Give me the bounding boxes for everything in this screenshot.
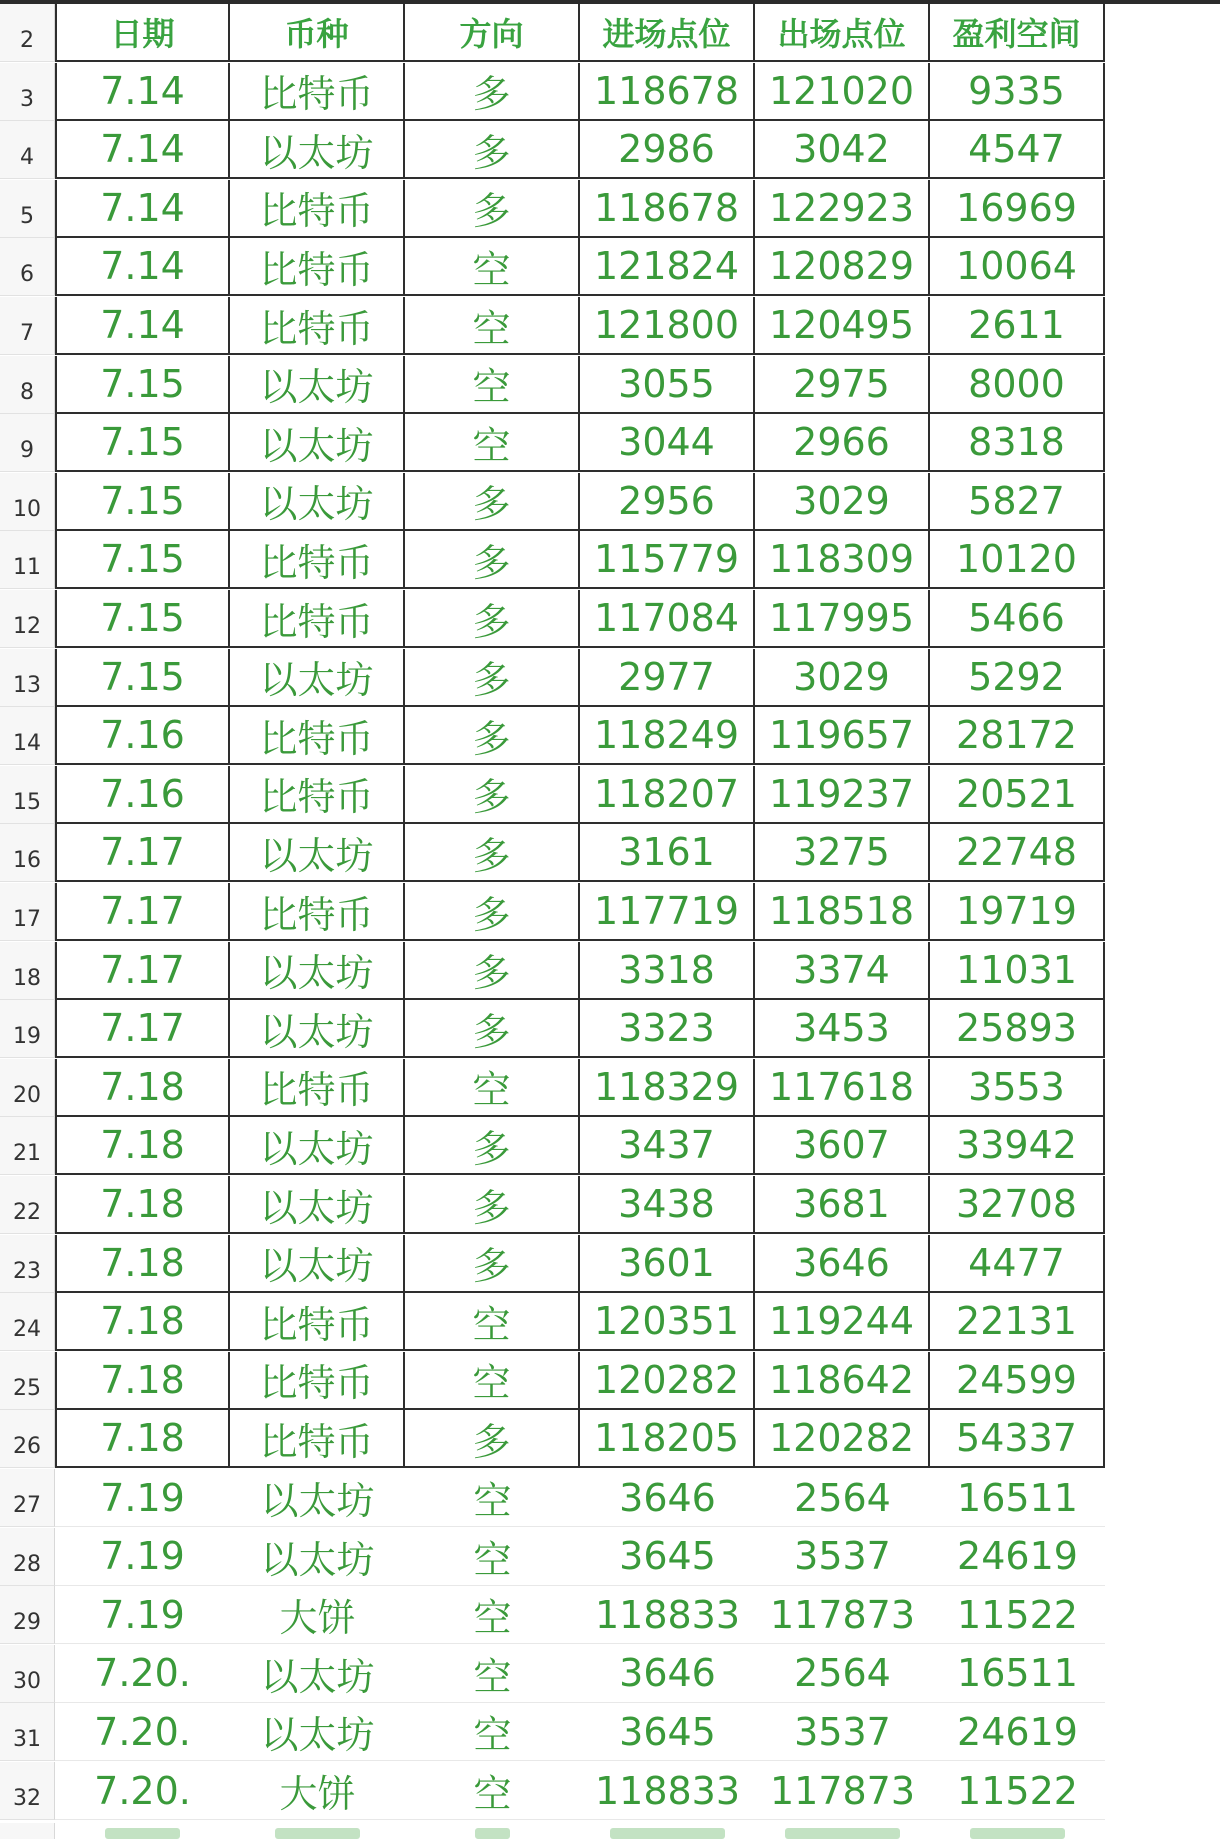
entry-price-cell[interactable]: 3055 [580, 356, 755, 414]
entry-price-cell[interactable]: 120351 [580, 1293, 755, 1351]
date-cell[interactable]: 7.18 [55, 1410, 230, 1468]
row-number[interactable]: 21 [0, 1117, 55, 1175]
profit-cell[interactable]: 11522 [930, 1586, 1105, 1644]
date-cell[interactable]: 7.18 [55, 1293, 230, 1351]
profit-cell[interactable]: 11031 [930, 942, 1105, 1000]
column-header-coin[interactable]: 币种 [230, 4, 405, 62]
row-number[interactable]: 16 [0, 824, 55, 882]
profit-cell[interactable]: 16511 [930, 1645, 1105, 1703]
date-cell[interactable]: 7.16 [55, 707, 230, 765]
exit-price-cell[interactable]: 3042 [755, 121, 930, 179]
entry-price-cell[interactable]: 2956 [580, 473, 755, 531]
exit-price-cell[interactable]: 117995 [755, 590, 930, 648]
row-cells [55, 4, 1105, 62]
entry-price-cell[interactable]: 3044 [580, 414, 755, 472]
next-row-number-partial [0, 1823, 55, 1839]
date-cell[interactable]: 7.16 [55, 766, 230, 824]
date-cell[interactable]: 7.18 [55, 1059, 230, 1117]
date-cell[interactable]: 7.15 [55, 356, 230, 414]
table-row [0, 121, 1105, 179]
coin-cell[interactable]: 以太坊 [230, 1117, 405, 1175]
row-number[interactable]: 27 [0, 1469, 55, 1527]
table-row [0, 238, 1105, 296]
coin-cell[interactable]: 比特币 [230, 63, 405, 121]
row-cells [55, 1469, 1105, 1527]
direction-cell[interactable]: 多 [405, 1000, 580, 1058]
table-row [0, 707, 1105, 765]
entry-price-cell[interactable]: 121800 [580, 297, 755, 355]
coin-cell[interactable]: 以太坊 [230, 1176, 405, 1234]
coin-cell[interactable]: 以太坊 [230, 121, 405, 179]
entry-price-cell[interactable]: 118329 [580, 1059, 755, 1117]
direction-cell[interactable]: 空 [405, 414, 580, 472]
table-row [0, 942, 1105, 1000]
exit-price-cell[interactable]: 117873 [755, 1586, 930, 1644]
direction-cell[interactable]: 空 [405, 1528, 580, 1586]
table-row [0, 1235, 1105, 1293]
row-cells [55, 1645, 1105, 1703]
direction-cell[interactable]: 空 [405, 1703, 580, 1761]
row-number[interactable]: 11 [0, 531, 55, 589]
date-cell[interactable]: 7.18 [55, 1352, 230, 1410]
table-row [0, 1000, 1105, 1058]
coin-cell[interactable]: 比特币 [230, 180, 405, 238]
direction-cell[interactable]: 多 [405, 942, 580, 1000]
entry-price-cell[interactable]: 2977 [580, 649, 755, 707]
coin-cell[interactable]: 以太坊 [230, 649, 405, 707]
column-header-direction[interactable]: 方向 [405, 4, 580, 62]
direction-cell[interactable]: 多 [405, 1117, 580, 1175]
exit-price-cell[interactable]: 3607 [755, 1117, 930, 1175]
coin-cell[interactable]: 以太坊 [230, 942, 405, 1000]
exit-price-cell[interactable]: 2975 [755, 356, 930, 414]
exit-price-cell[interactable]: 2966 [755, 414, 930, 472]
exit-price-cell[interactable]: 3453 [755, 1000, 930, 1058]
table-row [0, 1703, 1105, 1761]
coin-cell[interactable]: 以太坊 [230, 1645, 405, 1703]
table-row [0, 1645, 1105, 1703]
date-cell[interactable]: 7.19 [55, 1528, 230, 1586]
row-cells [55, 649, 1105, 707]
exit-price-cell[interactable]: 2564 [755, 1469, 930, 1527]
profit-cell[interactable]: 24599 [930, 1352, 1105, 1410]
profit-cell[interactable]: 9335 [930, 63, 1105, 121]
date-cell[interactable]: 7.17 [55, 824, 230, 882]
date-cell[interactable]: 7.15 [55, 649, 230, 707]
table-row [0, 1762, 1105, 1820]
row-cells [55, 356, 1105, 414]
profit-cell[interactable]: 24619 [930, 1528, 1105, 1586]
direction-cell[interactable]: 多 [405, 1176, 580, 1234]
row-number[interactable]: 23 [0, 1235, 55, 1293]
row-cells [55, 824, 1105, 882]
entry-price-cell[interactable]: 3438 [580, 1176, 755, 1234]
row-number[interactable]: 20 [0, 1059, 55, 1117]
exit-price-cell[interactable]: 2564 [755, 1645, 930, 1703]
coin-cell[interactable]: 比特币 [230, 238, 405, 296]
exit-price-cell[interactable]: 3374 [755, 942, 930, 1000]
exit-price-cell[interactable]: 120282 [755, 1410, 930, 1468]
coin-cell[interactable]: 比特币 [230, 883, 405, 941]
row-cells [55, 1059, 1105, 1117]
coin-cell[interactable]: 比特币 [230, 1352, 405, 1410]
coin-cell[interactable]: 比特币 [230, 707, 405, 765]
coin-cell[interactable]: 以太坊 [230, 473, 405, 531]
profit-cell[interactable]: 22748 [930, 824, 1105, 882]
table-row [0, 1059, 1105, 1117]
table-row [0, 1586, 1105, 1644]
row-cells [55, 238, 1105, 296]
exit-price-cell[interactable]: 117618 [755, 1059, 930, 1117]
exit-price-cell[interactable]: 119657 [755, 707, 930, 765]
date-cell[interactable]: 7.15 [55, 414, 230, 472]
row-cells [55, 883, 1105, 941]
entry-price-cell[interactable]: 118833 [580, 1586, 755, 1644]
coin-cell[interactable]: 比特币 [230, 1410, 405, 1468]
row-cells [55, 297, 1105, 355]
partial-cell-text [275, 1828, 360, 1839]
row-cells [55, 1176, 1105, 1234]
date-cell[interactable]: 7.15 [55, 473, 230, 531]
profit-cell[interactable]: 33942 [930, 1117, 1105, 1175]
row-number[interactable]: 24 [0, 1293, 55, 1351]
date-cell[interactable]: 7.14 [55, 180, 230, 238]
row-number[interactable]: 32 [0, 1762, 55, 1820]
date-cell[interactable]: 7.17 [55, 942, 230, 1000]
profit-cell[interactable]: 8318 [930, 414, 1105, 472]
row-cells [55, 1293, 1105, 1351]
row-number[interactable]: 17 [0, 883, 55, 941]
direction-cell[interactable]: 多 [405, 766, 580, 824]
entry-price-cell[interactable]: 3161 [580, 824, 755, 882]
entry-price-cell[interactable]: 118833 [580, 1762, 755, 1820]
row-cells [55, 180, 1105, 238]
exit-price-cell[interactable]: 119244 [755, 1293, 930, 1351]
profit-cell[interactable]: 2611 [930, 297, 1105, 355]
exit-price-cell[interactable]: 3029 [755, 649, 930, 707]
profit-cell[interactable]: 19719 [930, 883, 1105, 941]
row-number[interactable]: 19 [0, 1000, 55, 1058]
exit-price-cell[interactable]: 118642 [755, 1352, 930, 1410]
direction-cell[interactable]: 多 [405, 824, 580, 882]
row-cells [55, 63, 1105, 121]
direction-cell[interactable]: 多 [405, 1235, 580, 1293]
table-row [0, 883, 1105, 941]
profit-cell[interactable]: 16511 [930, 1469, 1105, 1527]
entry-price-cell[interactable]: 3601 [580, 1235, 755, 1293]
entry-price-cell[interactable]: 3323 [580, 1000, 755, 1058]
row-number[interactable]: 31 [0, 1703, 55, 1761]
profit-cell[interactable]: 8000 [930, 356, 1105, 414]
table-row [0, 297, 1105, 355]
exit-price-cell[interactable]: 120495 [755, 297, 930, 355]
date-cell[interactable]: 7.14 [55, 297, 230, 355]
entry-price-cell[interactable]: 3646 [580, 1469, 755, 1527]
date-cell[interactable]: 7.14 [55, 238, 230, 296]
exit-price-cell[interactable]: 121020 [755, 63, 930, 121]
date-cell[interactable]: 7.20. [55, 1762, 230, 1820]
row-cells [55, 707, 1105, 765]
partial-cell-text [970, 1828, 1065, 1839]
row-cells [55, 1586, 1105, 1644]
exit-price-cell[interactable]: 3646 [755, 1235, 930, 1293]
row-number[interactable]: 4 [0, 121, 55, 179]
row-cells [55, 1762, 1105, 1820]
profit-cell[interactable]: 32708 [930, 1176, 1105, 1234]
date-cell[interactable]: 7.14 [55, 121, 230, 179]
profit-cell[interactable]: 10064 [930, 238, 1105, 296]
column-header-profit[interactable]: 盈利空间 [930, 4, 1105, 62]
table-row [0, 356, 1105, 414]
table-row [0, 590, 1105, 648]
row-cells [55, 414, 1105, 472]
exit-price-cell[interactable]: 117873 [755, 1762, 930, 1820]
row-cells [55, 1410, 1105, 1468]
row-cells [55, 1352, 1105, 1410]
entry-price-cell[interactable]: 118678 [580, 180, 755, 238]
entry-price-cell[interactable]: 118678 [580, 63, 755, 121]
row-number[interactable]: 15 [0, 766, 55, 824]
table-row [0, 180, 1105, 238]
coin-cell[interactable]: 以太坊 [230, 1235, 405, 1293]
partial-cell-text [610, 1828, 725, 1839]
row-cells [55, 1000, 1105, 1058]
entry-price-cell[interactable]: 115779 [580, 531, 755, 589]
profit-cell[interactable]: 5827 [930, 473, 1105, 531]
profit-cell[interactable]: 10120 [930, 531, 1105, 589]
direction-cell[interactable]: 多 [405, 707, 580, 765]
row-cells [55, 766, 1105, 824]
table-row [0, 824, 1105, 882]
profit-cell[interactable]: 4547 [930, 121, 1105, 179]
profit-cell[interactable]: 16969 [930, 180, 1105, 238]
coin-cell[interactable]: 比特币 [230, 590, 405, 648]
table-row [0, 1469, 1105, 1527]
profit-cell[interactable]: 3553 [930, 1059, 1105, 1117]
direction-cell[interactable]: 多 [405, 649, 580, 707]
row-number[interactable]: 8 [0, 356, 55, 414]
date-cell[interactable]: 7.15 [55, 590, 230, 648]
entry-price-cell[interactable]: 3645 [580, 1528, 755, 1586]
coin-cell[interactable]: 以太坊 [230, 1703, 405, 1761]
exit-price-cell[interactable]: 119237 [755, 766, 930, 824]
exit-price-cell[interactable]: 118309 [755, 531, 930, 589]
column-header-exit-price[interactable]: 出场点位 [755, 4, 930, 62]
row-number[interactable]: 9 [0, 414, 55, 472]
direction-cell[interactable]: 空 [405, 1059, 580, 1117]
table-row [0, 1176, 1105, 1234]
profit-cell[interactable]: 4477 [930, 1235, 1105, 1293]
partial-cell-text [475, 1828, 510, 1839]
direction-cell[interactable]: 空 [405, 1586, 580, 1644]
coin-cell[interactable]: 以太坊 [230, 414, 405, 472]
row-cells [55, 942, 1105, 1000]
row-number[interactable]: 7 [0, 297, 55, 355]
direction-cell[interactable]: 空 [405, 238, 580, 296]
coin-cell[interactable]: 以太坊 [230, 1000, 405, 1058]
coin-cell[interactable]: 大饼 [230, 1586, 405, 1644]
direction-cell[interactable]: 空 [405, 1352, 580, 1410]
row-cells [55, 590, 1105, 648]
direction-cell[interactable]: 空 [405, 1293, 580, 1351]
row-number[interactable]: 28 [0, 1528, 55, 1586]
entry-price-cell[interactable]: 118207 [580, 766, 755, 824]
row-number[interactable]: 25 [0, 1352, 55, 1410]
direction-cell[interactable]: 多 [405, 63, 580, 121]
row-number[interactable]: 29 [0, 1586, 55, 1644]
profit-cell[interactable]: 25893 [930, 1000, 1105, 1058]
profit-cell[interactable]: 5292 [930, 649, 1105, 707]
exit-price-cell[interactable]: 118518 [755, 883, 930, 941]
table-row [0, 1528, 1105, 1586]
row-number[interactable]: 30 [0, 1645, 55, 1703]
direction-cell[interactable]: 空 [405, 297, 580, 355]
date-cell[interactable]: 7.19 [55, 1469, 230, 1527]
row-cells [55, 121, 1105, 179]
date-cell[interactable]: 7.20. [55, 1703, 230, 1761]
coin-cell[interactable]: 以太坊 [230, 824, 405, 882]
date-cell[interactable]: 7.18 [55, 1117, 230, 1175]
date-cell[interactable]: 7.19 [55, 1586, 230, 1644]
row-cells [55, 473, 1105, 531]
row-number[interactable]: 6 [0, 238, 55, 296]
coin-cell[interactable]: 比特币 [230, 531, 405, 589]
entry-price-cell[interactable]: 3646 [580, 1645, 755, 1703]
table-row [0, 1410, 1105, 1468]
coin-cell[interactable]: 以太坊 [230, 1528, 405, 1586]
entry-price-cell[interactable]: 118249 [580, 707, 755, 765]
coin-cell[interactable]: 比特币 [230, 1059, 405, 1117]
coin-cell[interactable]: 以太坊 [230, 356, 405, 414]
row-number[interactable]: 3 [0, 63, 55, 121]
direction-cell[interactable]: 多 [405, 121, 580, 179]
exit-price-cell[interactable]: 3275 [755, 824, 930, 882]
row-cells [55, 531, 1105, 589]
entry-price-cell[interactable]: 3645 [580, 1703, 755, 1761]
row-number[interactable]: 12 [0, 590, 55, 648]
direction-cell[interactable]: 空 [405, 1469, 580, 1527]
date-cell[interactable]: 7.18 [55, 1176, 230, 1234]
exit-price-cell[interactable]: 3029 [755, 473, 930, 531]
entry-price-cell[interactable]: 118205 [580, 1410, 755, 1468]
date-cell[interactable]: 7.18 [55, 1235, 230, 1293]
profit-cell[interactable]: 11522 [930, 1762, 1105, 1820]
direction-cell[interactable]: 多 [405, 531, 580, 589]
date-cell[interactable]: 7.14 [55, 63, 230, 121]
row-cells [55, 1528, 1105, 1586]
row-cells [55, 1235, 1105, 1293]
row-number[interactable]: 5 [0, 180, 55, 238]
profit-cell[interactable]: 24619 [930, 1703, 1105, 1761]
header-row [0, 4, 1105, 62]
date-cell[interactable]: 7.17 [55, 883, 230, 941]
row-number[interactable]: 13 [0, 649, 55, 707]
entry-price-cell[interactable]: 117084 [580, 590, 755, 648]
direction-cell[interactable]: 多 [405, 590, 580, 648]
exit-price-cell[interactable]: 122923 [755, 180, 930, 238]
direction-cell[interactable]: 空 [405, 1762, 580, 1820]
direction-cell[interactable]: 多 [405, 180, 580, 238]
entry-price-cell[interactable]: 117719 [580, 883, 755, 941]
row-cells [55, 1117, 1105, 1175]
profit-cell[interactable]: 22131 [930, 1293, 1105, 1351]
exit-price-cell[interactable]: 3537 [755, 1528, 930, 1586]
coin-cell[interactable]: 比特币 [230, 297, 405, 355]
direction-cell[interactable]: 空 [405, 1645, 580, 1703]
exit-price-cell[interactable]: 3681 [755, 1176, 930, 1234]
profit-cell[interactable]: 20521 [930, 766, 1105, 824]
profit-cell[interactable]: 28172 [930, 707, 1105, 765]
row-cells [55, 1703, 1105, 1761]
coin-cell[interactable]: 比特币 [230, 766, 405, 824]
coin-cell[interactable]: 比特币 [230, 1293, 405, 1351]
row-number[interactable]: 10 [0, 473, 55, 531]
table-row [0, 531, 1105, 589]
date-cell[interactable]: 7.20. [55, 1645, 230, 1703]
partial-cell-text [785, 1828, 900, 1839]
date-cell[interactable]: 7.17 [55, 1000, 230, 1058]
row-number[interactable]: 26 [0, 1410, 55, 1468]
direction-cell[interactable]: 多 [405, 883, 580, 941]
table-row [0, 1117, 1105, 1175]
row-number[interactable]: 18 [0, 942, 55, 1000]
direction-cell[interactable]: 空 [405, 356, 580, 414]
entry-price-cell[interactable]: 121824 [580, 238, 755, 296]
profit-cell[interactable]: 5466 [930, 590, 1105, 648]
table-row [0, 1352, 1105, 1410]
table-row [0, 414, 1105, 472]
partial-cell-text [105, 1828, 180, 1839]
entry-price-cell[interactable]: 2986 [580, 121, 755, 179]
entry-price-cell[interactable]: 3437 [580, 1117, 755, 1175]
profit-cell[interactable]: 54337 [930, 1410, 1105, 1468]
row-number[interactable]: 14 [0, 707, 55, 765]
coin-cell[interactable]: 大饼 [230, 1762, 405, 1820]
entry-price-cell[interactable]: 3318 [580, 942, 755, 1000]
row-number[interactable]: 22 [0, 1176, 55, 1234]
direction-cell[interactable]: 多 [405, 473, 580, 531]
column-header-entry-price[interactable]: 进场点位 [580, 4, 755, 62]
coin-cell[interactable]: 以太坊 [230, 1469, 405, 1527]
table-row [0, 473, 1105, 531]
date-cell[interactable]: 7.15 [55, 531, 230, 589]
row-number[interactable]: 2 [0, 4, 55, 62]
exit-price-cell[interactable]: 120829 [755, 238, 930, 296]
entry-price-cell[interactable]: 120282 [580, 1352, 755, 1410]
exit-price-cell[interactable]: 3537 [755, 1703, 930, 1761]
column-header-date[interactable]: 日期 [55, 4, 230, 62]
table-row [0, 766, 1105, 824]
table-row [0, 649, 1105, 707]
table-row [0, 1293, 1105, 1351]
table-row [0, 63, 1105, 121]
direction-cell[interactable]: 多 [405, 1410, 580, 1468]
